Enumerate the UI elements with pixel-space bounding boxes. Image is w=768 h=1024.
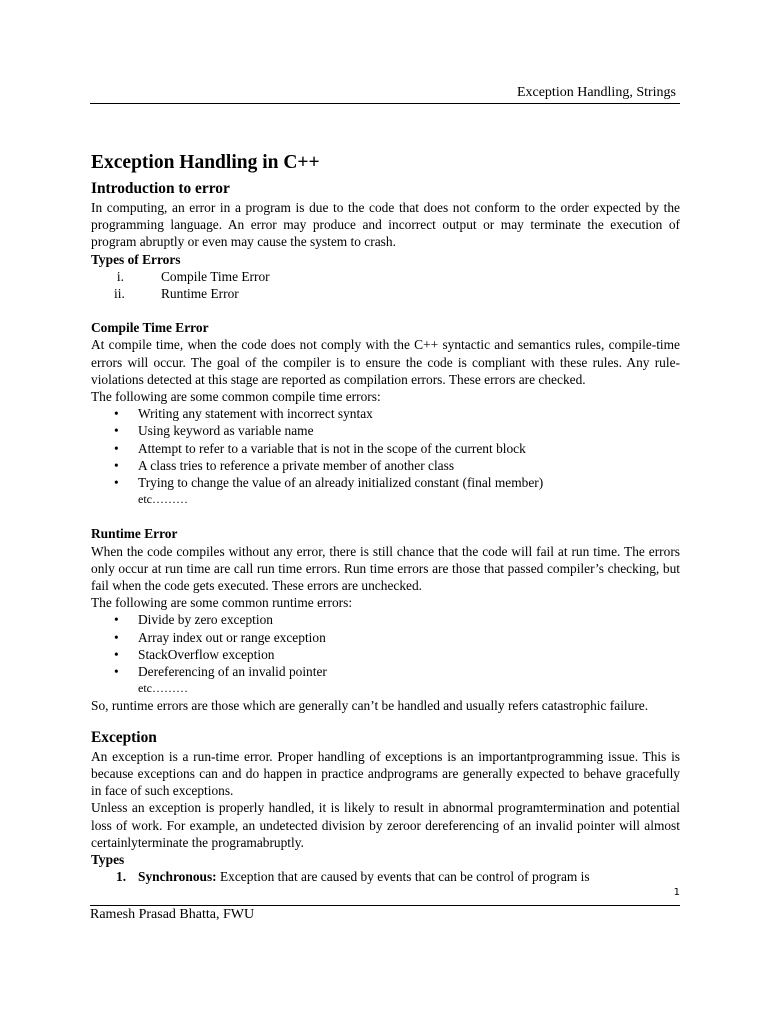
list-item: • StackOverflow exception (91, 646, 680, 663)
list-item: • Dereferencing of an invalid pointer (91, 663, 680, 680)
compile-time-error-list (91, 405, 680, 491)
compile-time-heading: Compile Time Error (91, 320, 209, 336)
list-item-text: Runtime Error (161, 286, 239, 302)
footer-author: Ramesh Prasad Bhatta, FWU (90, 907, 255, 922)
compile-time-lead: The following are some common compile time errors: (91, 389, 381, 405)
runtime-heading: Runtime Error (91, 526, 178, 542)
exception-types-list (91, 868, 680, 885)
intro-heading: Introduction to error (91, 180, 230, 197)
list-item: • Trying to change the value of an already initialized constant (final member) (91, 474, 680, 491)
runtime-lead: The following are some common runtime errors: (91, 595, 353, 611)
runtime-paragraph: When the code compiles without any error, there is still chance that the code will fail at run time. The errors only occur at run time are call run time errors. Run time errors are those that passed compiler’s checking, but fail when the code gets executed. These errors are unchecked. (91, 543, 680, 594)
spacer (91, 508, 680, 525)
list-item-label: Synchronous: (138, 869, 217, 885)
exception-paragraph-1: An exception is a run-time error. Proper handling of exceptions is an importantprogramming issue. This is because exceptions can and do happen in practice andprograms are generally expected to behave gracefully in face of such exceptions. (91, 748, 680, 799)
list-item (91, 868, 680, 885)
runtime-closing: So, runtime errors are those which are generally can’t be handled and usually refers catastrophic failure. (91, 698, 649, 714)
list-item: • Using keyword as variable name (91, 422, 680, 439)
list-marker: ii. (114, 286, 125, 302)
header-rule (90, 103, 680, 104)
list-item: • Divide by zero exception (91, 611, 680, 628)
list-item: • Array index out or range exception (91, 629, 680, 646)
runtime-etc: etc……… (138, 681, 188, 696)
spacer (91, 302, 680, 319)
running-header: Exception Handling, Strings (516, 85, 676, 100)
list-marker: 1. (116, 869, 127, 885)
page-content (91, 150, 680, 885)
list-item: • Writing any statement with incorrect syntax (91, 405, 680, 422)
exception-types-heading: Types (91, 851, 125, 867)
list-item: • A class tries to reference a private member of another class (91, 457, 680, 474)
list-item (91, 268, 680, 285)
exception-paragraph-2: Unless an exception is properly handled, it is likely to result in abnormal programtermination and potential loss of work. For example, an undetected division by zeroor dereferencing of an invalid pointer will almost certainlyterminate the programabruptly. (91, 800, 680, 850)
list-item-text: Exception that are caused by events that can be control of program is (216, 869, 590, 885)
types-of-errors-heading: Types of Errors (91, 251, 181, 267)
list-marker: i. (116, 268, 124, 284)
types-of-errors-list (91, 268, 680, 302)
list-item: • Attempt to refer to a variable that is not in the scope of the current block (91, 440, 680, 457)
compile-time-paragraph: At compile time, when the code does not comply with the C++ syntactic and semantics rules, compile-time errors will occur. The goal of the compiler is to ensure the code is compliant with these rules. Any rule-violations detected at this stage are reported as compilation errors. These errors are checked. (91, 337, 680, 387)
exception-heading: Exception (91, 728, 157, 746)
intro-paragraph: In computing, an error in a program is due to the code that does not conform to the order expected by the programming language. An error may produce and incorrect output or may terminate the execution of program abruptly or even may cause the system to crash. (91, 200, 680, 250)
runtime-error-list (91, 611, 680, 680)
document-title: Exception Handling in C++ (91, 152, 320, 173)
footer-rule (90, 905, 680, 906)
spacer (91, 715, 680, 725)
list-item-text: Compile Time Error (161, 268, 270, 284)
compile-time-etc: etc……… (138, 492, 188, 507)
list-item (91, 285, 680, 302)
page-number: 1 (673, 887, 680, 898)
